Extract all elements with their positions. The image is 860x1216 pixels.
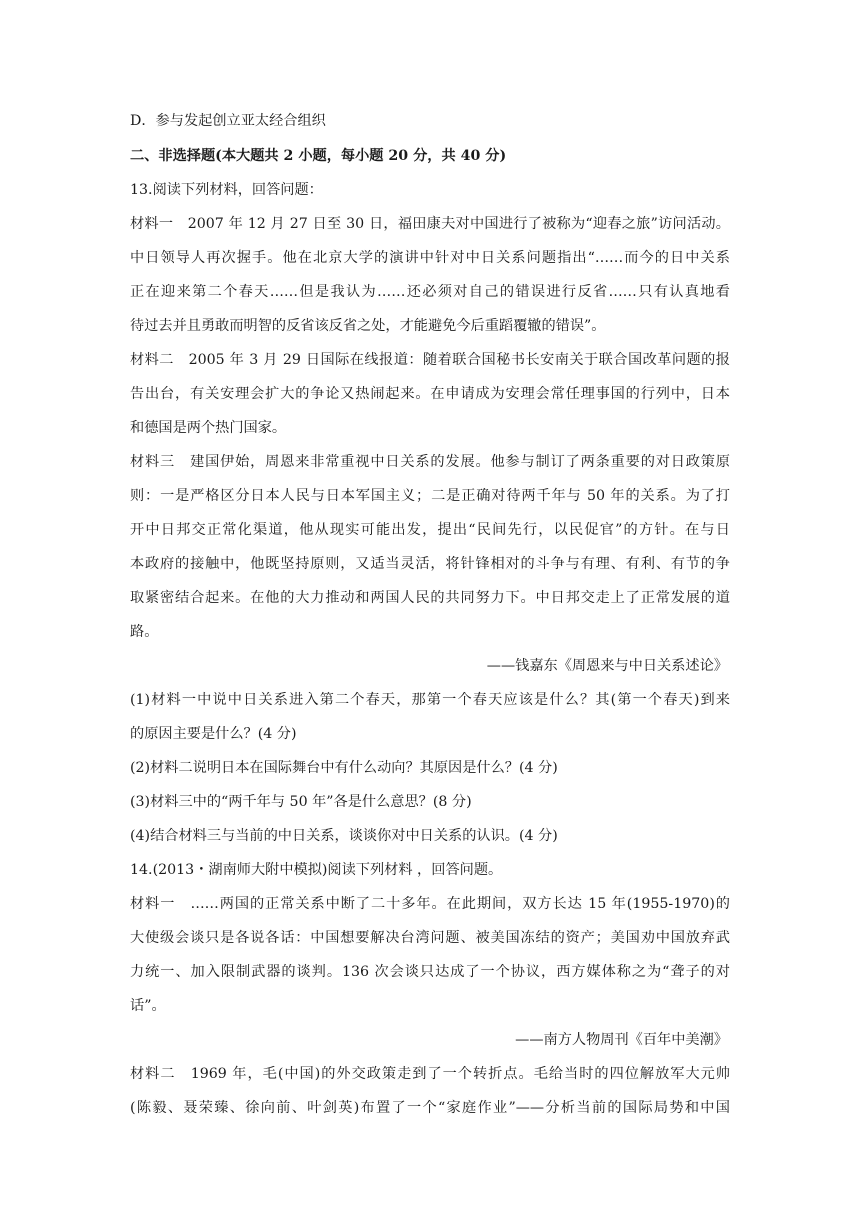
- q13-material-3-line-5: 取紧密结合起来。在他的大力推动和两国人民的共同努力下。中日邦交走上了正常发展的道: [130, 590, 730, 606]
- q14-material-2-line-1: 材料二 1969 年，毛(中国)的外交政策走到了一个转折点。毛给当时的四位解放军大元帅: [130, 1066, 730, 1082]
- q14-material-1-line-2: 大使级会谈只是各说各话：中国想要解决台湾问题、被美国冻结的资产；美国劝中国放弃武: [130, 930, 730, 946]
- q13-sub-3: (3)材料三中的“两千年与 50 年”各是什么意思？(8 分): [130, 794, 472, 810]
- q13-sub-1-line-2: 的原因主要是什么？(4 分): [130, 726, 297, 742]
- q13-sub-4: (4)结合材料三与当前的中日关系，谈谈你对中日关系的认识。(4 分): [130, 828, 558, 844]
- section-heading: 二、非选择题(本大题共 2 小题，每小题 20 分，共 40 分): [130, 148, 507, 164]
- question-13-title: 13.阅读下列材料，回答问题：: [130, 182, 323, 198]
- q14-material-2-line-2: (陈毅、聂荣臻、徐向前、叶剑英)布置了一个“家庭作业”——分析当前的国际局势和中国: [130, 1100, 730, 1116]
- q13-material-2-line-2: 告出台，有关安理会扩大的争论又热闹起来。在申请成为安理会常任理事国的行列中，日本: [130, 386, 730, 402]
- question-14-title: 14.(2013・湖南师大附中模拟)阅读下列材料 ，回答问题。: [130, 862, 503, 878]
- q14-material-1-line-3: 力统一、加入限制武器的谈判。136 次会谈只达成了一个协议，西方媒体称之为“聋子的对: [130, 964, 730, 980]
- q13-material-3-line-4: 本政府的接触中，他既坚持原则，又适当灵活，将针锋相对的斗争与有理、有利、有节的争: [130, 556, 730, 572]
- q13-sub-1-line-1: (1)材料一中说中日关系进入第二个春天，那第一个春天应该是什么？其(第一个春天)到来: [130, 692, 730, 708]
- q14-material-1-line-1: 材料一 ……两国的正常关系中断了二十多年。在此期间，双方长达 15 年(1955-1970)的: [130, 896, 730, 912]
- q13-material-1-line-4: 待过去并且勇敢而明智的反省该反省之处，才能避免今后重蹈覆辙的错误”。: [130, 318, 606, 334]
- q13-material-3-line-2: 则：一是严格区分日本人民与日本军国主义；二是正确对待两千年与 50 年的关系。为了打: [130, 488, 730, 504]
- q13-material-3-line-1: 材料三 建国伊始，周恩来非常重视中日关系的发展。他参与制订了两条重要的对日政策原: [130, 454, 730, 470]
- q13-sub-2: (2)材料二说明日本在国际舞台中有什么动向？其原因是什么？(4 分): [130, 760, 558, 776]
- q14-material-1-line-4: 话”。: [130, 998, 166, 1014]
- q13-material-3-line-3: 开中日邦交正常化渠道，他从现实可能出发，提出“民间先行，以民促官”的方针。在与日: [130, 522, 730, 538]
- q14-citation: ——南方人物周刊《百年中美潮》: [515, 1032, 728, 1048]
- q13-material-1-line-2: 中日领导人再次握手。他在北京大学的演讲中针对中日关系问题指出“……而今的日中关系: [130, 250, 730, 266]
- q13-citation: ——钱嘉东《周恩来与中日关系述论》: [486, 658, 728, 674]
- q13-material-3-line-6: 路。: [130, 624, 159, 640]
- option-d: D．参与发起创立亚太经合组织: [130, 113, 326, 129]
- q13-material-2-line-3: 和德国是两个热门国家。: [130, 420, 287, 436]
- q13-material-1-line-1: 材料一 2007 年 12 月 27 日至 30 日，福田康夫对中国进行了被称为“迎春之旅”访问活动。: [130, 216, 730, 232]
- q13-material-2-line-1: 材料二 2005 年 3 月 29 日国际在线报道：随着联合国秘书长安南关于联合国改革问题的报: [130, 352, 730, 368]
- q13-material-1-line-3: 正在迎来第二个春天……但是我认为……还必须对自己的错误进行反省……只有认真地看: [130, 284, 730, 300]
